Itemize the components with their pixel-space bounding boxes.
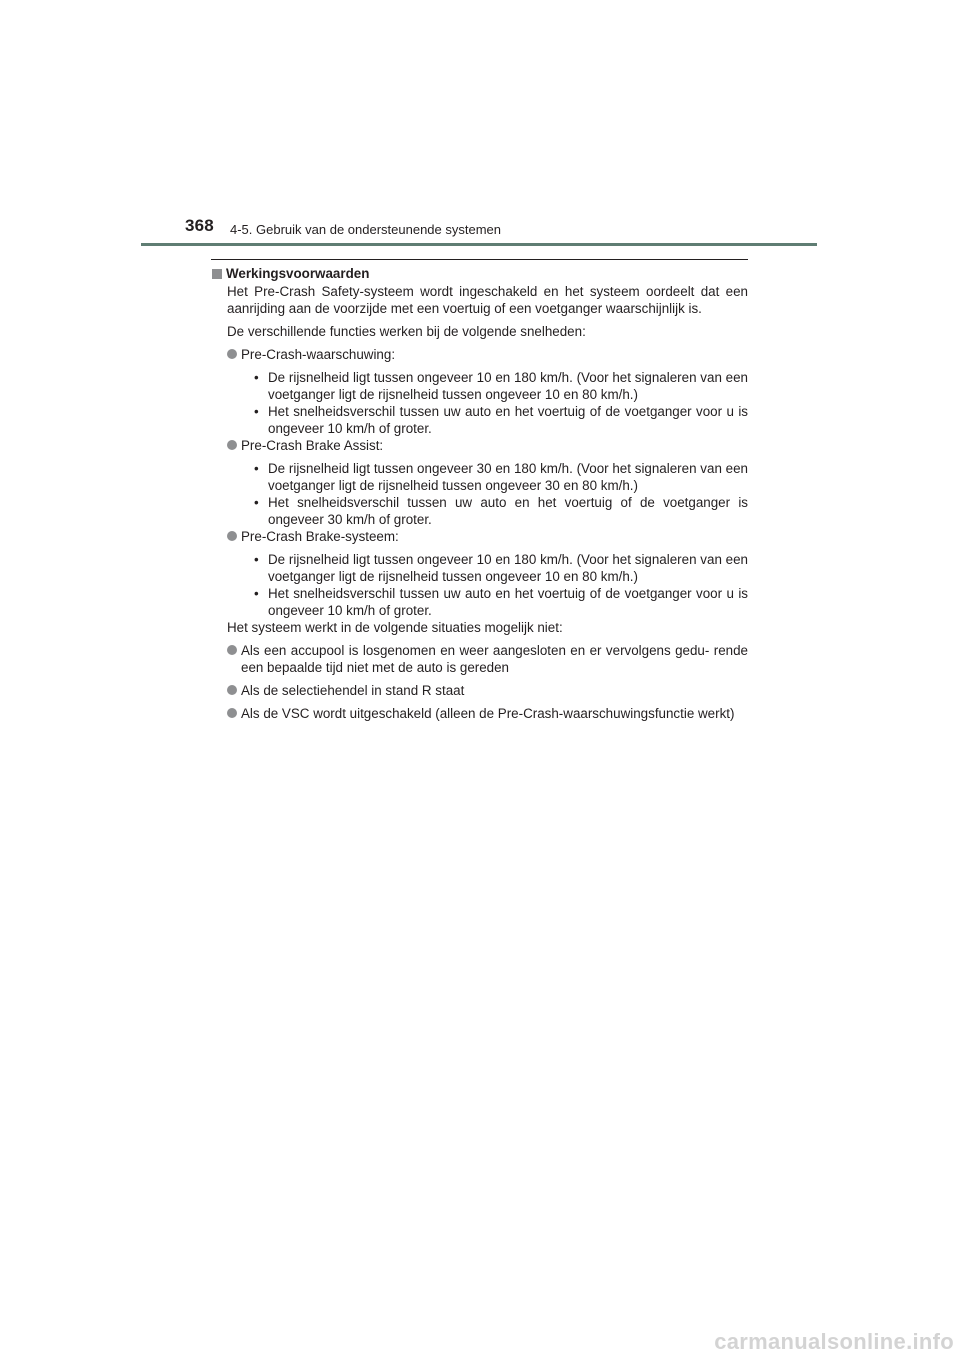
header-rule: [141, 243, 817, 246]
function-conditions: [254, 551, 748, 619]
section-heading: [211, 265, 748, 282]
speeds-intro: De verschillende functies werken bij de volgende snelheden:: [227, 324, 586, 339]
content: [211, 265, 748, 722]
condition-text: Als een accupool is losgenomen en weer aangesloten en er vervolgens gedu- rende een bepaalde tijd niet met de auto is gereden: [241, 643, 748, 675]
function-name: Pre-Crash-waarschuwing:: [241, 347, 396, 362]
condition-text: De rijsnelheid ligt tussen ongeveer 30 en 180 km/h. (Voor het signaleren van een voetganger ligt de rijsnelheid tussen ongeveer 30 en 80 km/h.): [268, 461, 748, 493]
circle-bullet-icon: [227, 685, 237, 695]
condition-text: Het snelheidsverschil tussen uw auto en het voertuig of de voetganger voor u is ongeveer 10 km/h of groter.: [268, 586, 748, 618]
condition-text: Als de VSC wordt uitgeschakeld (alleen de Pre-Crash-waarschuwingsfunctie werkt): [241, 706, 735, 721]
dot-marker: •: [254, 586, 259, 601]
circle-bullet-icon: [227, 349, 237, 359]
header-title: 4-5. Gebruik van de ondersteunende systemen: [230, 222, 502, 237]
dot-marker: •: [254, 552, 259, 567]
circle-bullet-icon: [227, 531, 237, 541]
function-name: Pre-Crash Brake Assist:: [241, 438, 384, 453]
page-number: 368: [185, 216, 214, 235]
condition-text: Als de selectiehendel in stand R staat: [241, 683, 465, 698]
condition-line: [254, 460, 748, 494]
condition-line: [254, 494, 748, 528]
condition-item: [227, 705, 748, 722]
dot-marker: •: [254, 404, 259, 419]
function-conditions: [254, 460, 748, 528]
condition-text: De rijsnelheid ligt tussen ongeveer 10 en 180 km/h. (Voor het signaleren van een voetganger ligt de rijsnelheid tussen ongeveer 10 en 80 km/h.): [268, 552, 748, 584]
dot-marker: •: [254, 461, 259, 476]
condition-text: Het snelheidsverschil tussen uw auto en het voertuig of de voetganger is ongeveer 30 km/h of groter.: [268, 495, 748, 527]
condition-text: De rijsnelheid ligt tussen ongeveer 10 en 180 km/h. (Voor het signaleren van een voetganger ligt de rijsnelheid tussen ongeveer 10 en 80 km/h.): [268, 370, 748, 402]
circle-bullet-icon: [227, 645, 237, 655]
condition-item: [227, 642, 748, 676]
conditions-intro: Het systeem werkt in de volgende situaties mogelijk niet:: [227, 620, 563, 635]
function-item: [227, 437, 748, 454]
watermark: carmanualsonline.info: [714, 1329, 954, 1354]
function-item: [227, 346, 748, 363]
function-conditions: [254, 369, 748, 437]
section-rule: [211, 259, 748, 260]
condition-item: [227, 682, 748, 699]
condition-line: [254, 403, 748, 437]
intro-paragraph: Het Pre-Crash Safety-systeem wordt ingeschakeld en het systeem oordeelt dat een aanrijding aan de voorzijde met een voertuig of een voetganger waarschijnlijk is.: [227, 284, 748, 316]
condition-line: [254, 551, 748, 585]
function-item: [227, 528, 748, 545]
dot-marker: •: [254, 495, 259, 510]
condition-line: [254, 585, 748, 619]
circle-bullet-icon: [227, 440, 237, 450]
square-bullet-icon: [212, 269, 222, 279]
circle-bullet-icon: [227, 708, 237, 718]
condition-text: Het snelheidsverschil tussen uw auto en het voertuig of de voetganger voor u is ongeveer 10 km/h of groter.: [268, 404, 748, 436]
section-title: Werkingsvoorwaarden: [226, 266, 370, 281]
section-body: [227, 283, 748, 722]
function-name: Pre-Crash Brake-systeem:: [241, 529, 399, 544]
dot-marker: •: [254, 370, 259, 385]
condition-line: [254, 369, 748, 403]
